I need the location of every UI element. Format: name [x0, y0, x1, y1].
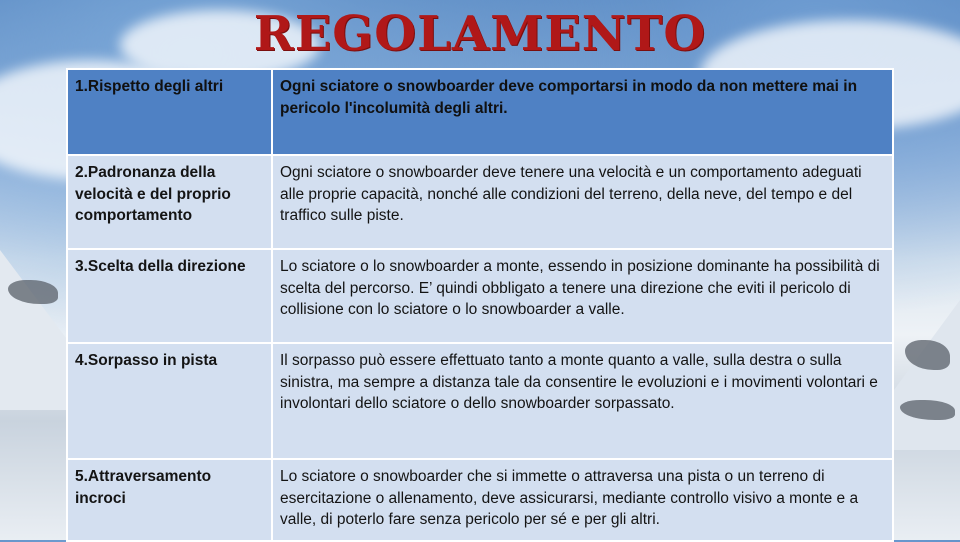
table-row	[67, 459, 893, 541]
rule-name: 4.Sorpasso in pista	[67, 343, 272, 459]
rule-name: 3.Scelta della direzione	[67, 249, 272, 343]
table-row	[67, 155, 893, 249]
rule-name: 5.Attraversamento incroci	[67, 459, 272, 541]
rule-text: Lo sciatore o lo snowboarder a monte, essendo in posizione dominante ha possibilità di scelta del percorso. E’ quindi obbligato a tenere una direzione che eviti il pericolo di collisione con lo sciatore o lo snowboarder a valle.	[272, 249, 893, 343]
rule-name: 2.Padronanza della velocità e del proprio comportamento	[67, 155, 272, 249]
rule-text: Ogni sciatore o snowboarder deve tenere una velocità e un comportamento adeguati alle proprie capacità, nonché alle condizioni del terreno, della neve, del tempo e del traffico sulle piste.	[272, 155, 893, 249]
rule-text: Ogni sciatore o snowboarder deve comportarsi in modo da non mettere mai in pericolo l'incolumità degli altri.	[272, 69, 893, 155]
table-row	[67, 249, 893, 343]
rules-table	[66, 68, 894, 542]
table-row	[67, 343, 893, 459]
rule-text: Lo sciatore o snowboarder che si immette o attraversa una pista o un terreno di esercitazione o allenamento, deve assicurarsi, mediante controllo visivo a monte e a valle, di poterlo fare senza pericolo per sé e per gli altri.	[272, 459, 893, 541]
rule-name: 1.Rispetto degli altri	[67, 69, 272, 155]
rule-text: Il sorpasso può essere effettuato tanto a monte quanto a valle, sulla destra o sulla sinistra, ma sempre a distanza tale da consentire le evoluzioni e i movimenti volontari e involontari dello sciatore o dello snowboarder sorpassato.	[272, 343, 893, 459]
table-row	[67, 69, 893, 155]
page-title: REGOLAMENTO	[253, 6, 707, 62]
